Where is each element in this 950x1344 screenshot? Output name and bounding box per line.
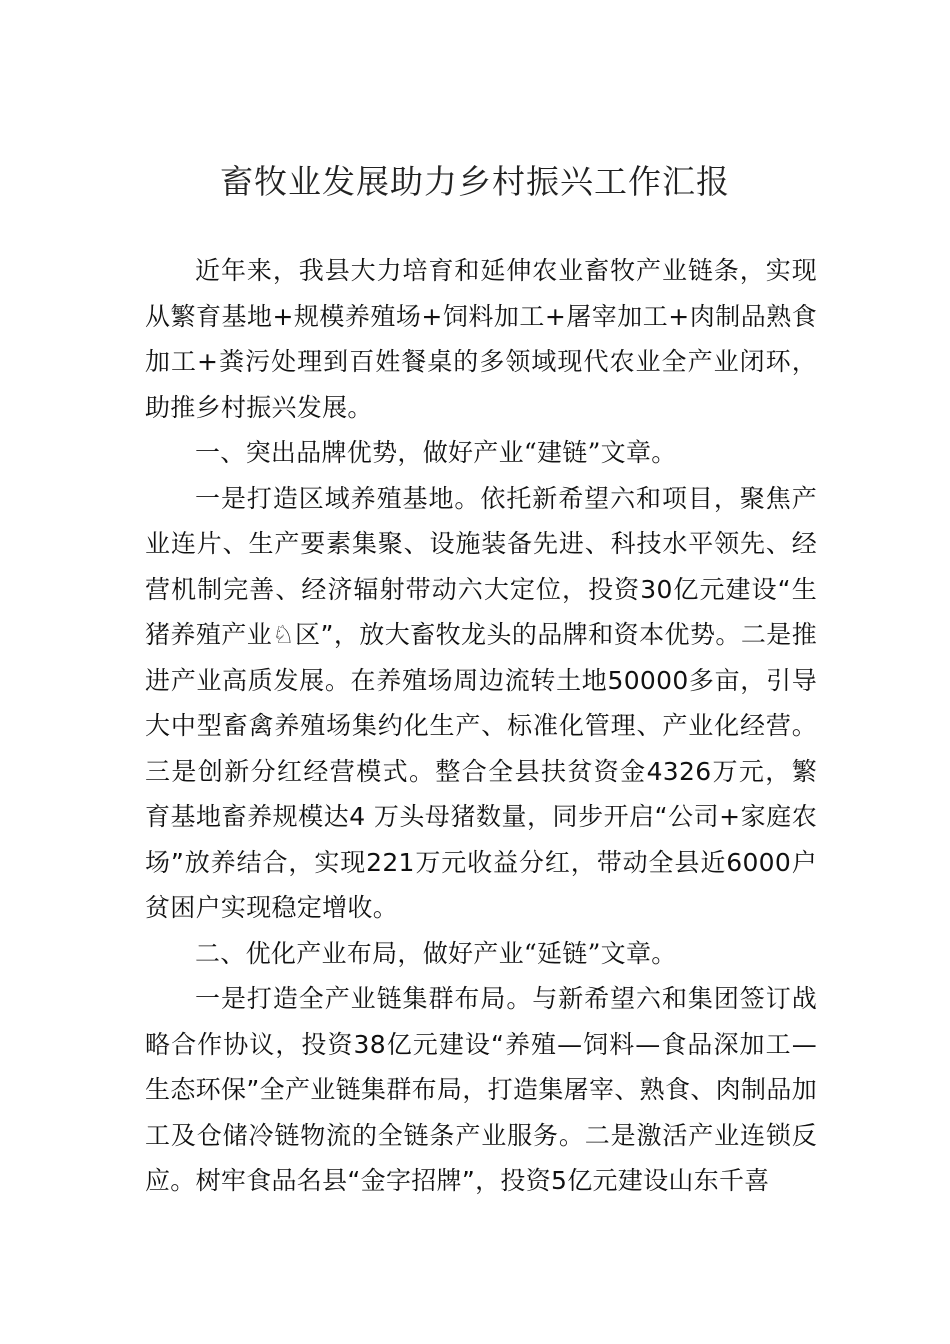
intro-paragraph: 近年来，我县大力培育和延伸农业畜牧产业链条，实现从繁育基地+规模养殖场+饲料加工+屠宰加工+肉制品熟食加工+粪污处理到百姓餐桌的多领域现代农业全产业闭环，助推乡村振兴发展。 — [145, 256, 817, 422]
section-2-paragraph: 一是打造全产业链集群布局。与新希望六和集团签订战略合作协议，投资38亿元建设“养殖—饲料—食品深加工—生态环保”全产业链集群布局，打造集屠宰、熟食、肉制品加工及仓储冷链物流的全链条产业服务。二是激活产业连锁反应。树牢食品名县“金字招牌”，投资5亿元建设山东千喜 — [145, 984, 817, 1195]
document-title: 畜牧业发展助力乡村振兴工作汇报 — [220, 162, 730, 201]
document-body — [145, 248, 817, 1204]
section-heading-2: 二、优化产业布局，做好产业“延链”文章。 — [195, 938, 677, 968]
section-heading-1: 一、突出品牌优势，做好产业“建链”文章。 — [195, 438, 677, 467]
section-1-paragraph: 一是打造区域养殖基地。依托新希望六和项目，聚焦产业连片、生产要素集聚、设施装备先进、科技水平领先、经营机制完善、经济辐射带动六大定位，投资30亿元建设“生猪养殖产业♘区”，放大畜牧龙头的品牌和资本优势。二是推进产业高质发展。在养殖场周边流转土地50000多亩，引导大中型畜禽养殖场集约化生产、标准化管理、产业化经营。 三是创新分红经营模式。整合全县扶贫资金4326万元，繁育基地畜养规模达4 万头母猪数量，同步开启“公司+家庭农场”放养结合，实现221万元收益分红，带动全县近6000户贫困户实现稳定增收。 — [145, 483, 817, 922]
